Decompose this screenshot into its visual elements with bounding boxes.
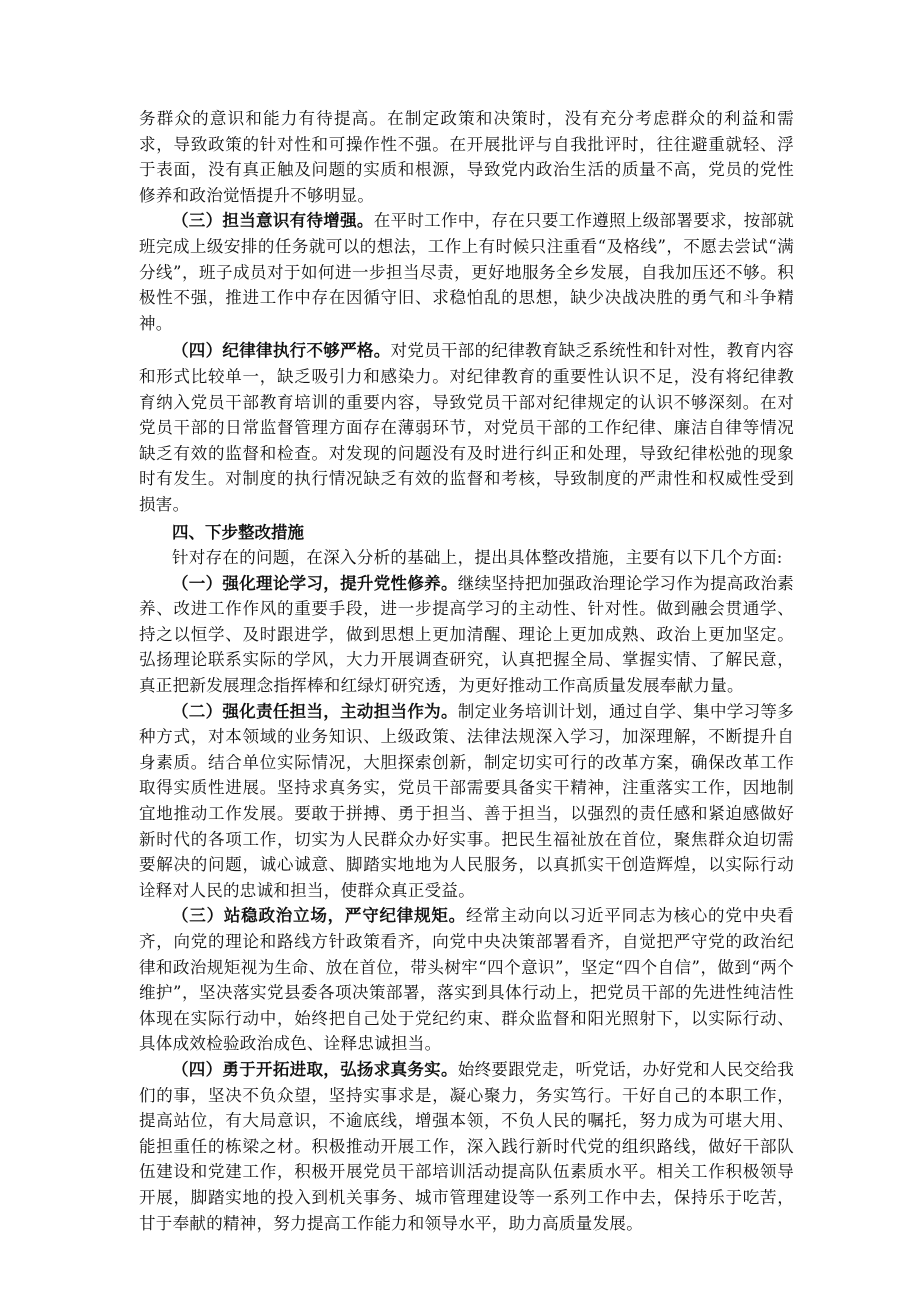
problem-heading: （四）纪律律执行不够严格。 — [172, 341, 391, 361]
measure-body: 经常主动向以习近平同志为核心的党中央看齐，向党的理论和路线方针政策看齐，向党中央决策部署看齐，自觉把严守党的政治纪律和政治规矩视为生命、放在首位，带头树牢“四个意识”，坚定“四个自信”，做到“两个维护”，坚决落实党县委各项决策部署，落实到具体行动上，把党员干部的先进性纯洁性体现在实际行动中，始终把自己处于党纪约束、群众监督和阳光照射下，以实际行动、具体成效检验政治成色、诠释忠诚担当。 — [139, 906, 794, 1054]
measure-heading: （四）勇于开拓进取，弘扬求真务实。 — [172, 1059, 458, 1079]
measure-body: 继续坚持把加强政治理论学习作为提高政治素养、改进工作作风的重要手段，进一步提高学习的主动性、针对性。做到融会贯通学、持之以恒学、及时跟进学，做到思想上更加清醒、理论上更加成熟、政治上更加坚定。弘扬理论联系实际的学风，大力开展调查研究，认真把握全局、掌握实情、了解民意，真正把新发展理念指挥棒和红绿灯研究透，为更好推动工作高质量发展奉献力量。 — [139, 573, 795, 696]
problem-paragraph-4 — [139, 338, 794, 517]
problem-body: 在平时工作中，存在只要工作遵照上级部署要求，按部就班完成上级安排的任务就可以的想法，工作上有时候只注重看“及格线”，不愿去尝试“满分线”，班子成员对于如何进一步担当尽责，更好地服务全乡发展，自我加压还不够。积极性不强，推进工作中存在因循守旧、求稳怕乱的思想，缺少决战决胜的勇气和斗争精神。 — [139, 211, 794, 333]
measure-body: 制定业务培训计划，通过自学、集中学习等多种方式，对本领域的业务知识、上级政策、法律法规深入学习，加深理解，不断提升自身素质。结合单位实际情况，大胆探索创新，制定切实可行的改革方案，确保改革工作取得实质性进展。坚持求真务实，党员干部需要具备实干精神，注重落实工作，因地制宜地推动工作发展。要敢于拼搏、勇于担当、善于担当，以强烈的责任感和紧迫感做好新时代的各项工作，切实为人民群众办好实事。把民生福祉放在首位，聚焦群众迫切需要解决的问题，诚心诚意、脚踏实地地为人民服务，以真抓实干创造辉煌，以实际行动诠释对人民的忠诚和担当，使群众真正受益。 — [139, 701, 795, 900]
measure-heading: （二）强化责任担当，主动担当作为。 — [172, 701, 458, 721]
measure-heading: （三）站稳政治立场，严守纪律规矩。 — [172, 906, 466, 926]
continuation-paragraph: 务群众的意识和能力有待提高。在制定政策和决策时，没有充分考虑群众的利益和需求，导致政策的针对性和可操作性不强。在开展批评与自我批评时，往往避重就轻、浮于表面，没有真正触及问题的实质和根源，导致党内政治生活的质量不高，党员的党性修养和政治觉悟提升不够明显。 — [139, 109, 794, 205]
measure-heading: （一）强化理论学习，提升党性修养。 — [172, 573, 458, 593]
measure-body: 始终要跟党走，听党话，办好党和人民交给我们的事，坚决不负众望，坚持实事求是，凝心聚力，务实笃行。干好自己的本职工作，提高站位，有大局意识，不逾底线，增强本领，不负人民的嘱托，努力成为可堪大用、能担重任的栋梁之材。积极推动开展工作，深入践行新时代党的组织路线，做好干部队伍建设和党建工作，积极开展党员干部培训活动提高队伍素质水平。相关工作积极领导开展，脚踏实地的投入到机关事务、城市管理建设等一系列工作中去，保持乐于吃苦，甘于奉献的精神，努力提高工作能力和领导水平，助力高质量发展。 — [139, 1059, 795, 1233]
section-title: 四、下步整改措施 — [172, 522, 304, 542]
section-intro: 针对存在的问题，在深入分析的基础上，提出具体整改措施，主要有以下几个方面: — [172, 548, 783, 568]
problem-body: 对党员干部的纪律教育缺乏系统性和针对性，教育内容和形式比较单一，缺乏吸引力和感染力。对纪律教育的重要性认识不足，没有将纪律教育纳入党员干部教育培训的重要内容，导致党员干部对纪律规定的认识不够深刻。在对党员干部的日常监督管理方面存在薄弱环节，对党员干部的工作纪律、廉洁自律等情况缺乏有效的监督和检查。对发现的问题没有及时进行纠正和处理，导致纪律松弛的现象时有发生。对制度的执行情况缺乏有效的监督和考核，导致制度的严肃性和权威性受到损害。 — [139, 341, 794, 514]
measure-paragraph-4 — [139, 1057, 794, 1236]
measure-paragraph-3 — [139, 903, 794, 1057]
measure-paragraph-2 — [139, 699, 794, 904]
problem-paragraph-3 — [139, 208, 794, 336]
problem-heading: （三）担当意识有待增强。 — [172, 211, 374, 231]
measure-paragraph-1 — [139, 571, 794, 699]
